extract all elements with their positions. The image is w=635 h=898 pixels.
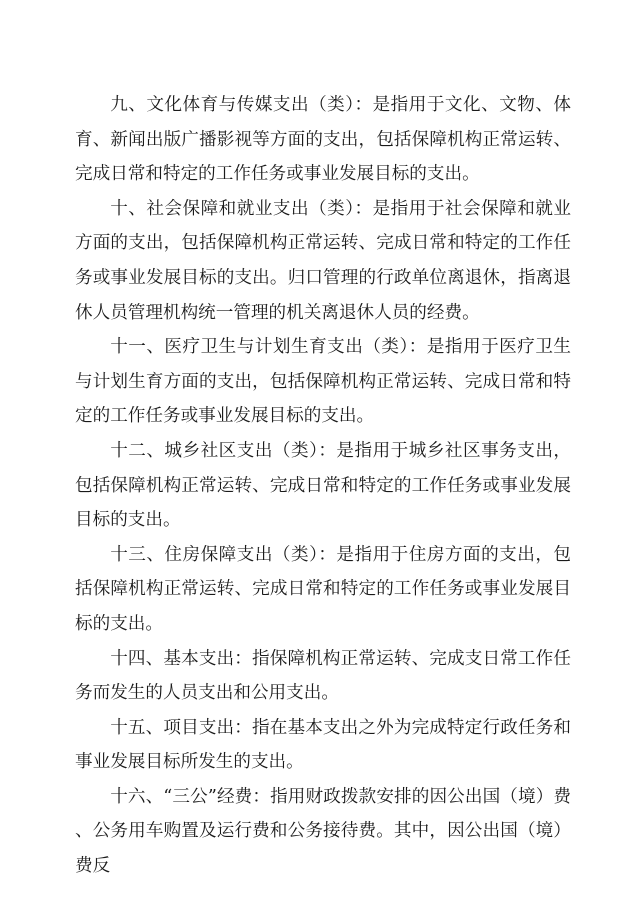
paragraph-14-basic-expenditure: 十四、基本支出：指保障机构正常运转、完成支日常工作任务而发生的人员支出和公用支出。: [75, 648, 571, 704]
paragraph-13-housing-security: 十三、住房保障支出（类）：是指用于住房方面的支出，包括保障机构正常运转、完成日常和特定的工作任务或事业发展目标的支出。: [75, 544, 571, 634]
paragraph-10-social-security-employment: 十、社会保障和就业支出（类）：是指用于社会保障和就业方面的支出，包括保障机构正常运转、完成日常和特定的工作任务或事业发展目标的支出。归口管理的行政单位离退休，指离退休人员管理机构统一管理的机关离退休人员的经费。: [75, 198, 571, 323]
paragraph-15-project-expenditure: 十五、项目支出：指在基本支出之外为完成特定行政任务和事业发展目标所发生的支出。: [75, 717, 571, 773]
paragraph-16-three-public-expenses: 十六、“三公”经费：指用财政拨款安排的因公出国（境）费、公务用车购置及运行费和公务接待费。其中，因公出国（境）费反: [75, 786, 571, 877]
paragraph-11-health-family-planning: 十一、医疗卫生与计划生育支出（类）：是指用于医疗卫生与计划生育方面的支出，包括保障机构正常运转、完成日常和特定的工作任务或事业发展目标的支出。: [75, 337, 571, 427]
document-body: [75, 88, 571, 884]
paragraph-12-urban-rural-community: 十二、城乡社区支出（类）：是指用于城乡社区事务支出，包括保障机构正常运转、完成日常和特定的工作任务或事业发展目标的支出。: [75, 440, 571, 531]
paragraph-9-culture-sports-media: 九、文化体育与传媒支出（类）：是指用于文化、文物、体育、新闻出版广播影视等方面的支出，包括保障机构正常运转、完成日常和特定的工作任务或事业发展目标的支出。: [75, 95, 571, 185]
